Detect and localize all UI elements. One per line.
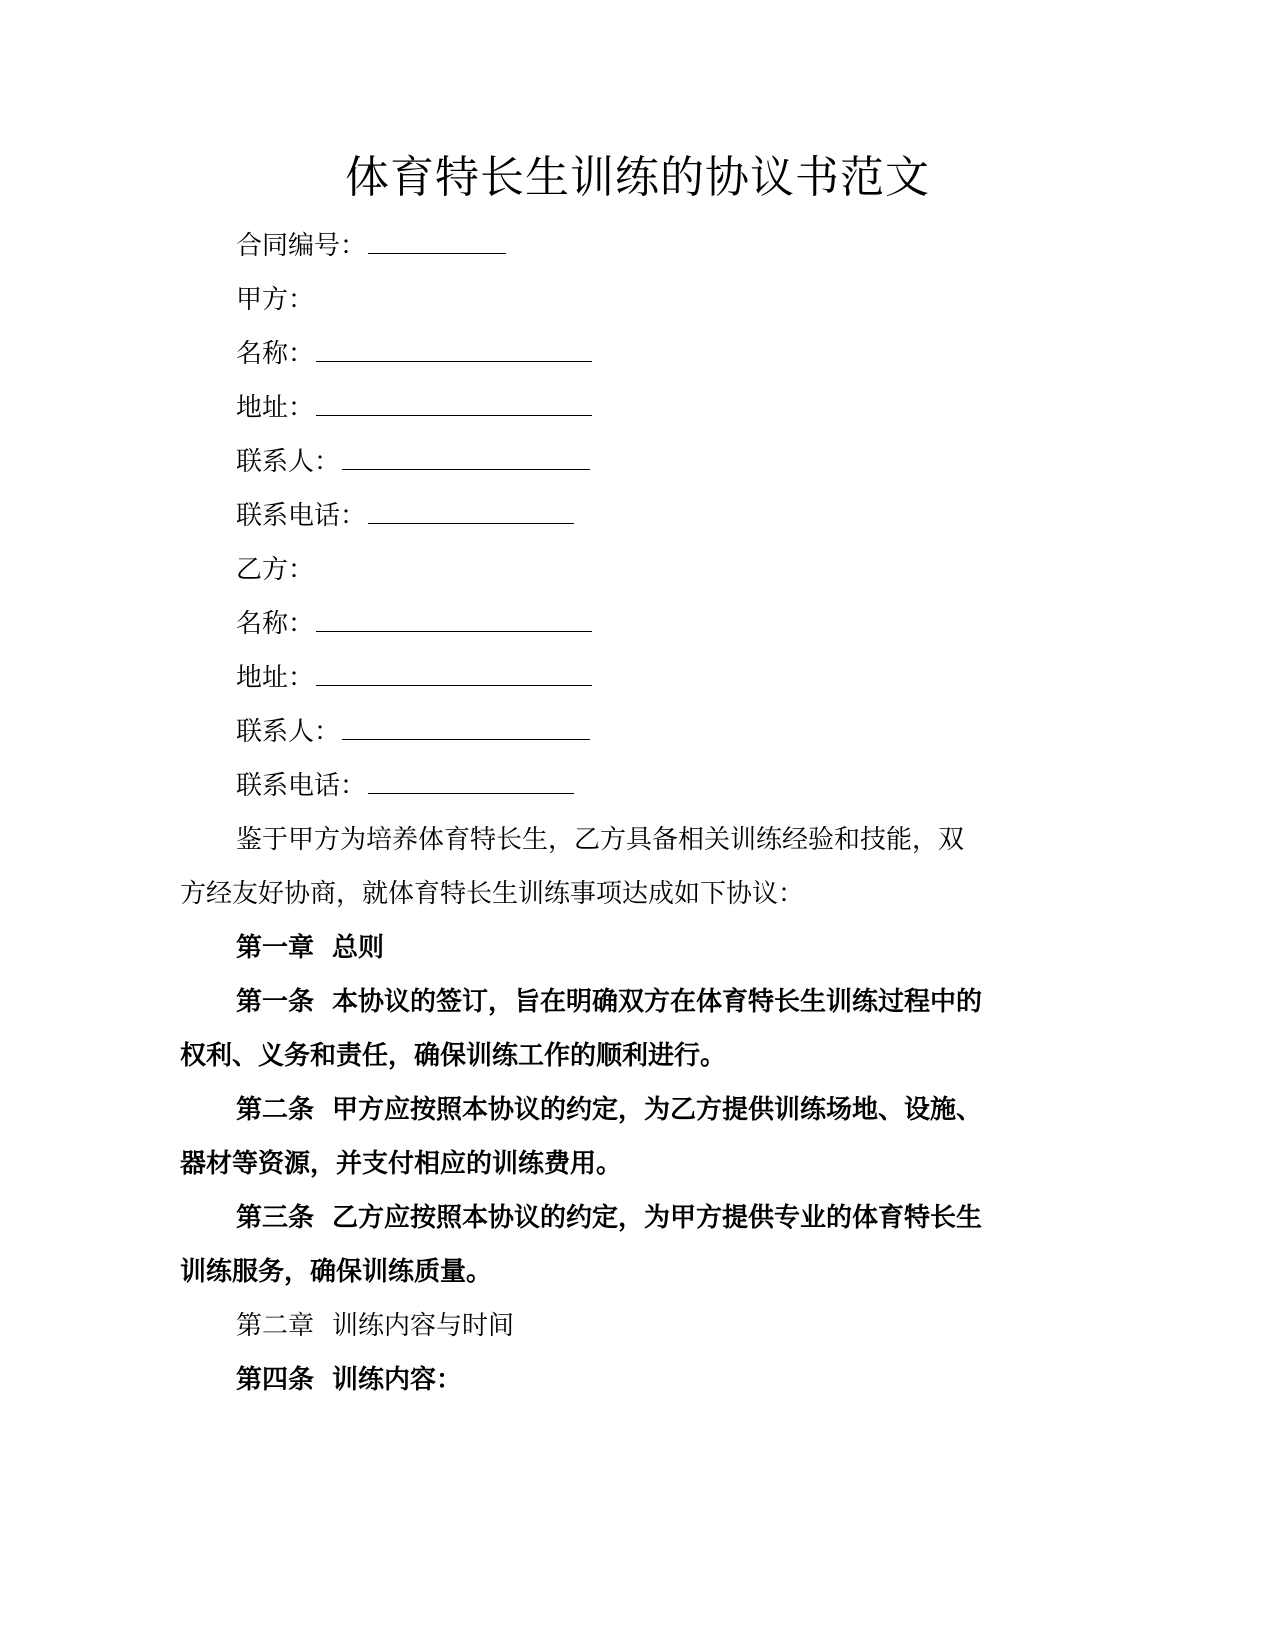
article-3-text: 乙方应按照本协议的约定，为甲方提供专业的体育特长生 <box>332 1203 983 1233</box>
chapter-1-number: 第一章 <box>236 933 315 963</box>
party-a-name-row <box>236 336 592 372</box>
party-a-address-row <box>236 390 592 426</box>
party-b-phone-blank[interactable] <box>368 769 574 794</box>
party-b-phone-row <box>236 768 574 804</box>
party-a-contact-row <box>236 444 590 480</box>
party-b-contact-row <box>236 714 590 750</box>
party-a-contact-blank[interactable] <box>342 445 590 470</box>
party-a-heading: 甲方： <box>236 285 315 315</box>
chapter-2-heading <box>236 1308 514 1344</box>
contract-number-label: 合同编号： <box>236 231 367 261</box>
party-b-name-blank[interactable] <box>316 607 592 632</box>
party-a-address-blank[interactable] <box>316 391 592 416</box>
article-3-line-2: 训练服务，确保训练质量。 <box>180 1257 493 1287</box>
party-a-address-label: 地址： <box>236 393 315 423</box>
article-3-line-1 <box>236 1200 982 1236</box>
preamble-line-1: 鉴于甲方为培养体育特长生，乙方具备相关训练经验和技能，双 <box>236 825 965 855</box>
document-title: 体育特长生训练的协议书范文 <box>345 152 930 203</box>
party-b-contact-label: 联系人： <box>236 717 341 747</box>
preamble-line-2: 方经友好协商，就体育特长生训练事项达成如下协议： <box>180 879 805 909</box>
chapter-2-title: 训练内容与时间 <box>332 1311 515 1341</box>
party-b-address-label: 地址： <box>236 663 315 693</box>
contract-number-row <box>236 228 506 264</box>
article-1-line-1 <box>236 984 982 1020</box>
party-b-heading: 乙方： <box>236 555 315 585</box>
article-1-number: 第一条 <box>236 987 315 1017</box>
party-a-phone-blank[interactable] <box>368 499 574 524</box>
article-4-text: 训练内容： <box>332 1365 463 1395</box>
article-4-number: 第四条 <box>236 1365 315 1395</box>
party-b-address-row <box>236 660 592 696</box>
party-b-name-row <box>236 606 592 642</box>
article-2-line-1 <box>236 1092 982 1128</box>
chapter-1-heading <box>236 930 384 966</box>
party-a-phone-label: 联系电话： <box>236 501 367 531</box>
article-1-line-2: 权利、义务和责任，确保训练工作的顺利进行。 <box>180 1041 727 1071</box>
chapter-1-title: 总则 <box>332 933 385 963</box>
article-2-line-2: 器材等资源，并支付相应的训练费用。 <box>180 1149 623 1179</box>
article-3-number: 第三条 <box>236 1203 315 1233</box>
party-b-name-label: 名称： <box>236 609 315 639</box>
article-2-number: 第二条 <box>236 1095 315 1125</box>
party-b-phone-label: 联系电话： <box>236 771 367 801</box>
party-a-name-blank[interactable] <box>316 337 592 362</box>
article-4-line-1 <box>236 1362 462 1398</box>
party-b-address-blank[interactable] <box>316 661 592 686</box>
article-1-text: 本协议的签订，旨在明确双方在体育特长生训练过程中的 <box>332 987 983 1017</box>
party-a-name-label: 名称： <box>236 339 315 369</box>
article-2-text: 甲方应按照本协议的约定，为乙方提供训练场地、设施、 <box>332 1095 983 1125</box>
party-a-phone-row <box>236 498 574 534</box>
chapter-2-number: 第二章 <box>236 1311 315 1341</box>
party-b-contact-blank[interactable] <box>342 715 590 740</box>
party-a-contact-label: 联系人： <box>236 447 341 477</box>
contract-number-blank[interactable] <box>368 229 506 254</box>
